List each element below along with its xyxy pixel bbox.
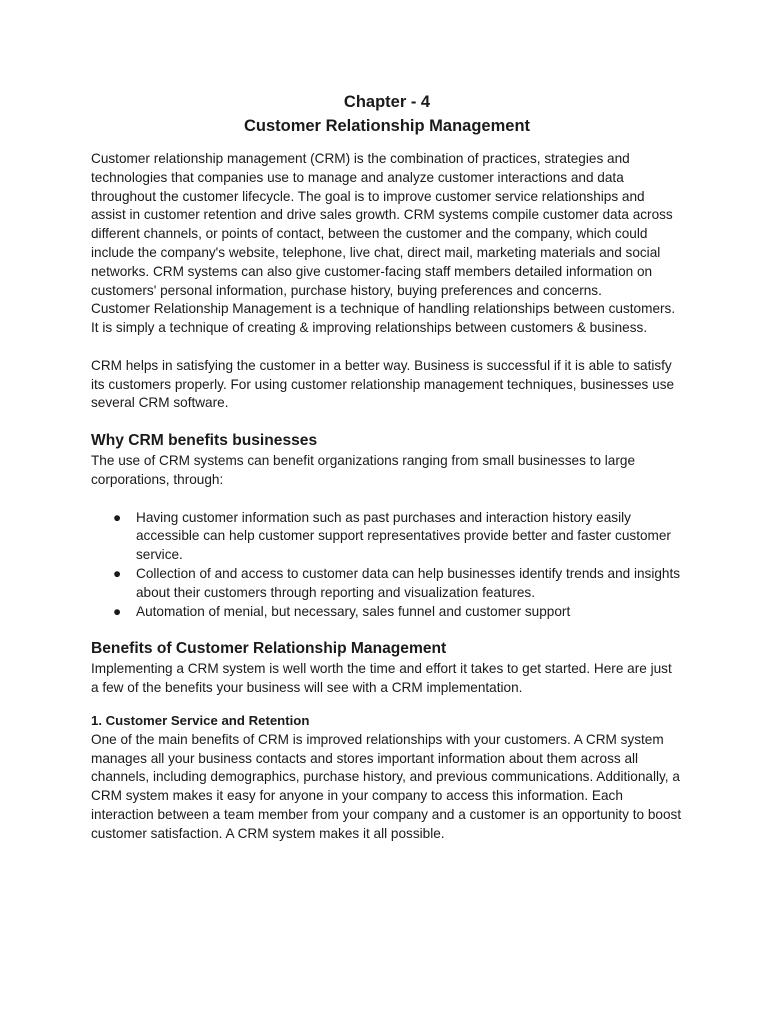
document-page [91,90,683,844]
why-crm-intro: The use of CRM systems can benefit organizations ranging from small businesses to large corporations, through: [91,453,636,487]
subsection-heading: 1. Customer Service and Retention [91,712,310,728]
chapter-label: Chapter - 4 [343,93,431,111]
list-item-text: Automation of menial, but necessary, sales funnel and customer support [136,603,571,619]
list-item [113,565,683,603]
list-item-text: Having customer information such as past purchases and interaction history easily accessible can help customer support representatives provide better and faster customer service. [136,509,671,563]
page-title: Customer Relationship Management [243,117,531,135]
benefits-bullet-list [91,509,683,622]
paragraph-gap [91,490,683,509]
intro-paragraph-1: Customer relationship management (CRM) is the combination of practices, strategies and technologies that companies use to manage and analyze customer interactions and data throughout the customer lifecycle. The goal is to improve customer service relationships and assist in customer retention and drive sales growth. CRM systems compile customer data across different channels, or points of contact, between the customer and the company, which could include the company's website, telephone, live chat, direct mail, marketing materials and social networks. CRM systems can also give customer-facing staff members detailed information on customers' personal information, purchase history, buying preferences and concerns. [91,151,673,298]
list-item [113,509,683,565]
intro-paragraph-3: CRM helps in satisfying the customer in a better way. Business is successful if it is able to satisfy its customers properly. For using customer relationship management techniques, businesses use several CRM software. [91,357,675,411]
list-item-text: Collection of and access to customer data can help businesses identify trends and insights about their customers through reporting and visualization features. [136,565,681,600]
list-item [113,603,683,622]
bullet-icon: ● [113,603,122,619]
why-crm-heading: Why CRM benefits businesses [91,432,318,450]
intro-paragraph-2: Customer Relationship Management is a technique of handling relationships between customers. It is simply a technique of creating & improving relationships between customers & business. [91,301,676,336]
bullet-icon: ● [113,509,122,525]
benefits-intro: Implementing a CRM system is well worth the time and effort it takes to get started. Here are just a few of the benefits your business will see with a CRM implementation. [91,661,672,696]
benefits-heading: Benefits of Customer Relationship Management [91,640,447,658]
subsection-body: One of the main benefits of CRM is improved relationships with your customers. A CRM system manages all your business contacts and stores important information about them across all channels, including demographics, purchase history, and previous communications. Additionally, a CRM system makes it easy for anyone in your company to access this information. Each interaction between a team member from your company and a customer is an opportunity to boost customer satisfaction. A CRM system makes it all possible. [91,731,682,841]
paragraph-gap [91,338,683,357]
bullet-icon: ● [113,565,122,581]
